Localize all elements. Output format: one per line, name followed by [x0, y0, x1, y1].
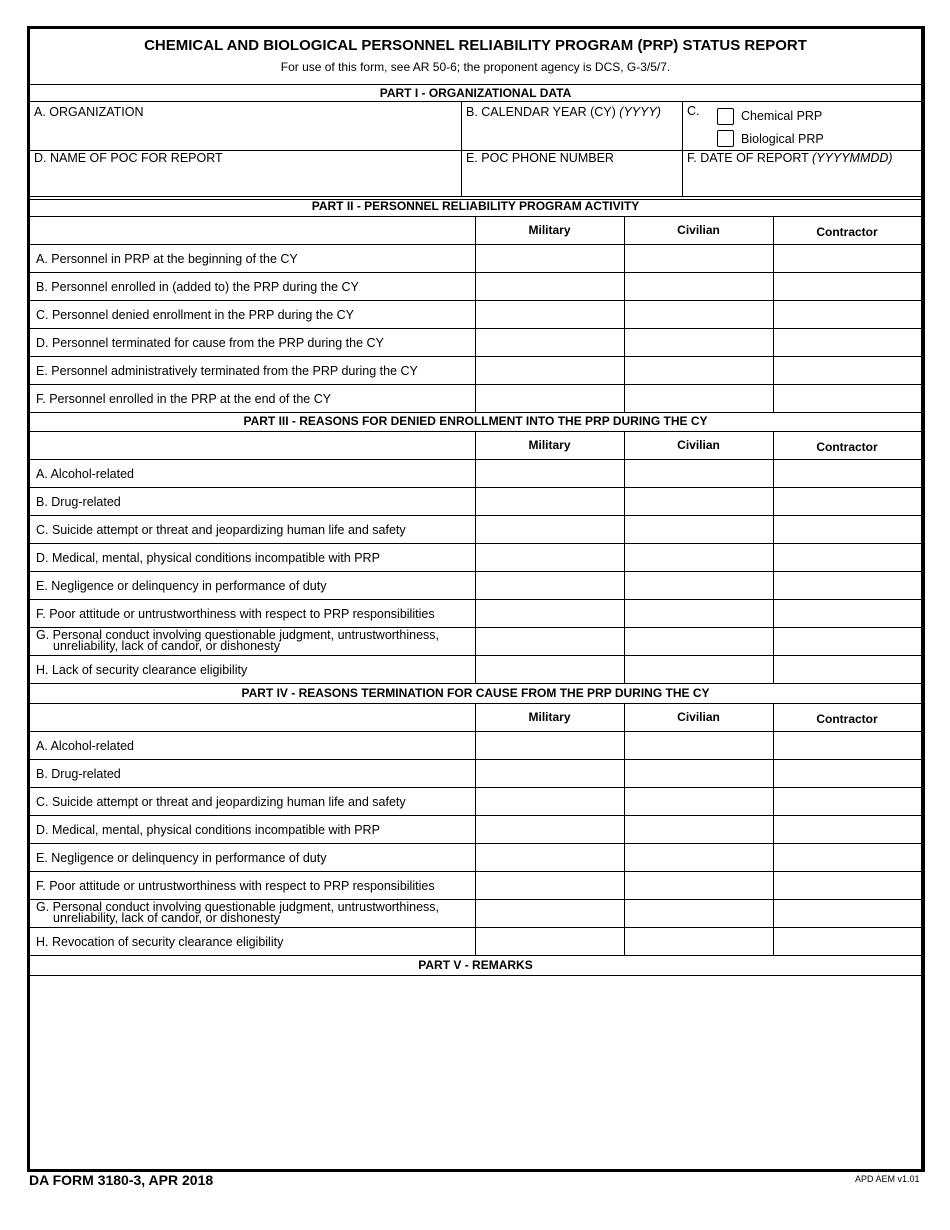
- part4-military-input[interactable]: [476, 872, 624, 898]
- part5-header: PART V - REMARKS: [418, 958, 533, 972]
- part2-civilian-input[interactable]: [625, 357, 773, 383]
- part4-military-input[interactable]: [476, 928, 624, 954]
- form-subtitle: For use of this form, see AR 50-6; the proponent agency is DCS, G-3/5/7.: [280, 60, 671, 74]
- part3-row-label: E. Negligence or delinquency in performance of duty: [36, 579, 327, 593]
- chemical-prp-label: Chemical PRP: [741, 109, 823, 123]
- remarks-textarea[interactable]: [31, 977, 919, 1165]
- part4-row-label: A. Alcohol-related: [36, 739, 134, 753]
- part2-col-contractor: Contractor: [816, 225, 878, 239]
- part2-contractor-input[interactable]: [774, 273, 920, 299]
- part4-row-label: C. Suicide attempt or threat and jeopardizing human life and safety: [36, 795, 406, 809]
- part3-military-input[interactable]: [476, 628, 624, 654]
- poc-phone-label: E. POC PHONE NUMBER: [466, 151, 614, 165]
- part3-row-label: A. Alcohol-related: [36, 467, 134, 481]
- part3-contractor-input[interactable]: [774, 656, 920, 682]
- organization-label: A. ORGANIZATION: [34, 105, 144, 119]
- part3-contractor-input[interactable]: [774, 544, 920, 570]
- part4-col-military: Military: [528, 710, 571, 724]
- part3-military-input[interactable]: [476, 544, 624, 570]
- part4-civilian-input[interactable]: [625, 928, 773, 954]
- part3-civilian-input[interactable]: [625, 544, 773, 570]
- part2-civilian-input[interactable]: [625, 329, 773, 355]
- part2-row-label: B. Personnel enrolled in (added to) the PRP during the CY: [36, 280, 359, 294]
- part4-row-label: E. Negligence or delinquency in performance of duty: [36, 851, 327, 865]
- part4-military-input[interactable]: [476, 900, 624, 926]
- calendar-year-field[interactable]: [462, 102, 681, 149]
- organization-field[interactable]: [31, 102, 460, 149]
- part4-civilian-input[interactable]: [625, 872, 773, 898]
- part4-contractor-input[interactable]: [774, 900, 920, 926]
- program-type-label: C.: [687, 104, 700, 118]
- part3-contractor-input[interactable]: [774, 572, 920, 598]
- report-date-label: F. DATE OF REPORT (YYYYMMDD): [687, 151, 893, 165]
- part3-col-civilian: Civilian: [677, 438, 720, 452]
- part2-header: PART II - PERSONNEL RELIABILITY PROGRAM ACTIVITY: [311, 199, 640, 213]
- part3-civilian-input[interactable]: [625, 656, 773, 682]
- part3-row-label: D. Medical, mental, physical conditions incompatible with PRP: [36, 551, 380, 565]
- part1-header: PART I - ORGANIZATIONAL DATA: [379, 86, 572, 100]
- part4-col-contractor: Contractor: [816, 712, 878, 726]
- part3-civilian-input[interactable]: [625, 572, 773, 598]
- part4-contractor-input[interactable]: [774, 844, 920, 870]
- biological-prp-checkbox[interactable]: [717, 130, 734, 147]
- part4-civilian-input[interactable]: [625, 760, 773, 786]
- part3-col-military: Military: [528, 438, 571, 452]
- part3-contractor-input[interactable]: [774, 488, 920, 514]
- part3-row-label: B. Drug-related: [36, 495, 121, 509]
- form-title: CHEMICAL AND BIOLOGICAL PERSONNEL RELIABILITY PROGRAM (PRP) STATUS REPORT: [144, 37, 807, 54]
- part3-military-input[interactable]: [476, 460, 624, 486]
- part2-military-input[interactable]: [476, 273, 624, 299]
- poc-name-field[interactable]: [31, 151, 460, 196]
- part4-row-label: F. Poor attitude or untrustworthiness with respect to PRP responsibilities: [36, 879, 435, 893]
- part4-civilian-input[interactable]: [625, 788, 773, 814]
- part3-contractor-input[interactable]: [774, 460, 920, 486]
- part3-col-contractor: Contractor: [816, 440, 878, 454]
- part3-military-input[interactable]: [476, 656, 624, 682]
- form-number: DA FORM 3180-3, APR 2018: [29, 1172, 214, 1188]
- part3-military-input[interactable]: [476, 488, 624, 514]
- part2-row-label: F. Personnel enrolled in the PRP at the end of the CY: [36, 392, 332, 406]
- part3-civilian-input[interactable]: [625, 516, 773, 542]
- part3-row-label: H. Lack of security clearance eligibility: [36, 663, 248, 677]
- poc-name-label: D. NAME OF POC FOR REPORT: [34, 151, 223, 165]
- part4-military-input[interactable]: [476, 732, 624, 758]
- part4-contractor-input[interactable]: [774, 788, 920, 814]
- form-version: APD AEM v1.01: [855, 1174, 920, 1184]
- part4-civilian-input[interactable]: [625, 816, 773, 842]
- part4-military-input[interactable]: [476, 760, 624, 786]
- part3-row-label: G. Personal conduct involving questionable judgment, untrustworthiness,: [36, 628, 440, 642]
- part3-civilian-input[interactable]: [625, 488, 773, 514]
- part3-header: PART III - REASONS FOR DENIED ENROLLMENT INTO THE PRP DURING THE CY: [243, 414, 708, 428]
- part4-military-input[interactable]: [476, 788, 624, 814]
- part2-civilian-input[interactable]: [625, 301, 773, 327]
- calendar-year-label: B. CALENDAR YEAR (CY) (YYYY): [466, 105, 661, 119]
- part4-row-label: H. Revocation of security clearance eligibility: [36, 935, 284, 949]
- part2-col-military: Military: [528, 223, 571, 237]
- biological-prp-label: Biological PRP: [741, 132, 824, 146]
- part2-contractor-input[interactable]: [774, 329, 920, 355]
- part2-military-input[interactable]: [476, 245, 624, 271]
- part4-contractor-input[interactable]: [774, 872, 920, 898]
- part3-civilian-input[interactable]: [625, 628, 773, 654]
- part4-military-input[interactable]: [476, 844, 624, 870]
- part4-civilian-input[interactable]: [625, 732, 773, 758]
- part3-contractor-input[interactable]: [774, 628, 920, 654]
- part2-row-label: D. Personnel terminated for cause from the PRP during the CY: [36, 336, 384, 350]
- part3-military-input[interactable]: [476, 516, 624, 542]
- part2-row-label: E. Personnel administratively terminated from the PRP during the CY: [36, 364, 418, 378]
- part4-contractor-input[interactable]: [774, 732, 920, 758]
- part2-contractor-input[interactable]: [774, 245, 920, 271]
- part4-military-input[interactable]: [476, 816, 624, 842]
- part3-row-label: C. Suicide attempt or threat and jeopardizing human life and safety: [36, 523, 406, 537]
- part3-military-input[interactable]: [476, 600, 624, 626]
- part4-col-civilian: Civilian: [677, 710, 720, 724]
- part3-contractor-input[interactable]: [774, 600, 920, 626]
- part3-row-label: F. Poor attitude or untrustworthiness with respect to PRP responsibilities: [36, 607, 435, 621]
- part2-row-label: A. Personnel in PRP at the beginning of the CY: [36, 252, 298, 266]
- report-date-field[interactable]: [683, 151, 920, 196]
- part4-row-label: B. Drug-related: [36, 767, 121, 781]
- part4-civilian-input[interactable]: [625, 900, 773, 926]
- part4-contractor-input[interactable]: [774, 928, 920, 954]
- part2-row-label: C. Personnel denied enrollment in the PRP during the CY: [36, 308, 355, 322]
- part4-contractor-input[interactable]: [774, 816, 920, 842]
- poc-phone-field[interactable]: [462, 151, 681, 196]
- part3-military-input[interactable]: [476, 572, 624, 598]
- part2-contractor-input[interactable]: [774, 357, 920, 383]
- part2-military-input[interactable]: [476, 301, 624, 327]
- part2-military-input[interactable]: [476, 385, 624, 411]
- part4-row-label: G. Personal conduct involving questionable judgment, untrustworthiness,: [36, 900, 440, 914]
- part3-row-label-cont: unreliability, lack of candor, or dishonesty: [53, 639, 280, 653]
- chemical-prp-checkbox[interactable]: [717, 108, 734, 125]
- part2-civilian-input[interactable]: [625, 385, 773, 411]
- part2-military-input[interactable]: [476, 357, 624, 383]
- part4-header: PART IV - REASONS TERMINATION FOR CAUSE FROM THE PRP DURING THE CY: [241, 686, 710, 700]
- part2-civilian-input[interactable]: [625, 245, 773, 271]
- part4-civilian-input[interactable]: [625, 844, 773, 870]
- part3-contractor-input[interactable]: [774, 516, 920, 542]
- part3-civilian-input[interactable]: [625, 600, 773, 626]
- part2-contractor-input[interactable]: [774, 301, 920, 327]
- part2-military-input[interactable]: [476, 329, 624, 355]
- part4-row-label-cont: unreliability, lack of candor, or dishonesty: [53, 911, 280, 925]
- part2-col-civilian: Civilian: [677, 223, 720, 237]
- part3-civilian-input[interactable]: [625, 460, 773, 486]
- part4-contractor-input[interactable]: [774, 760, 920, 786]
- part4-row-label: D. Medical, mental, physical conditions incompatible with PRP: [36, 823, 380, 837]
- part2-civilian-input[interactable]: [625, 273, 773, 299]
- part2-contractor-input[interactable]: [774, 385, 920, 411]
